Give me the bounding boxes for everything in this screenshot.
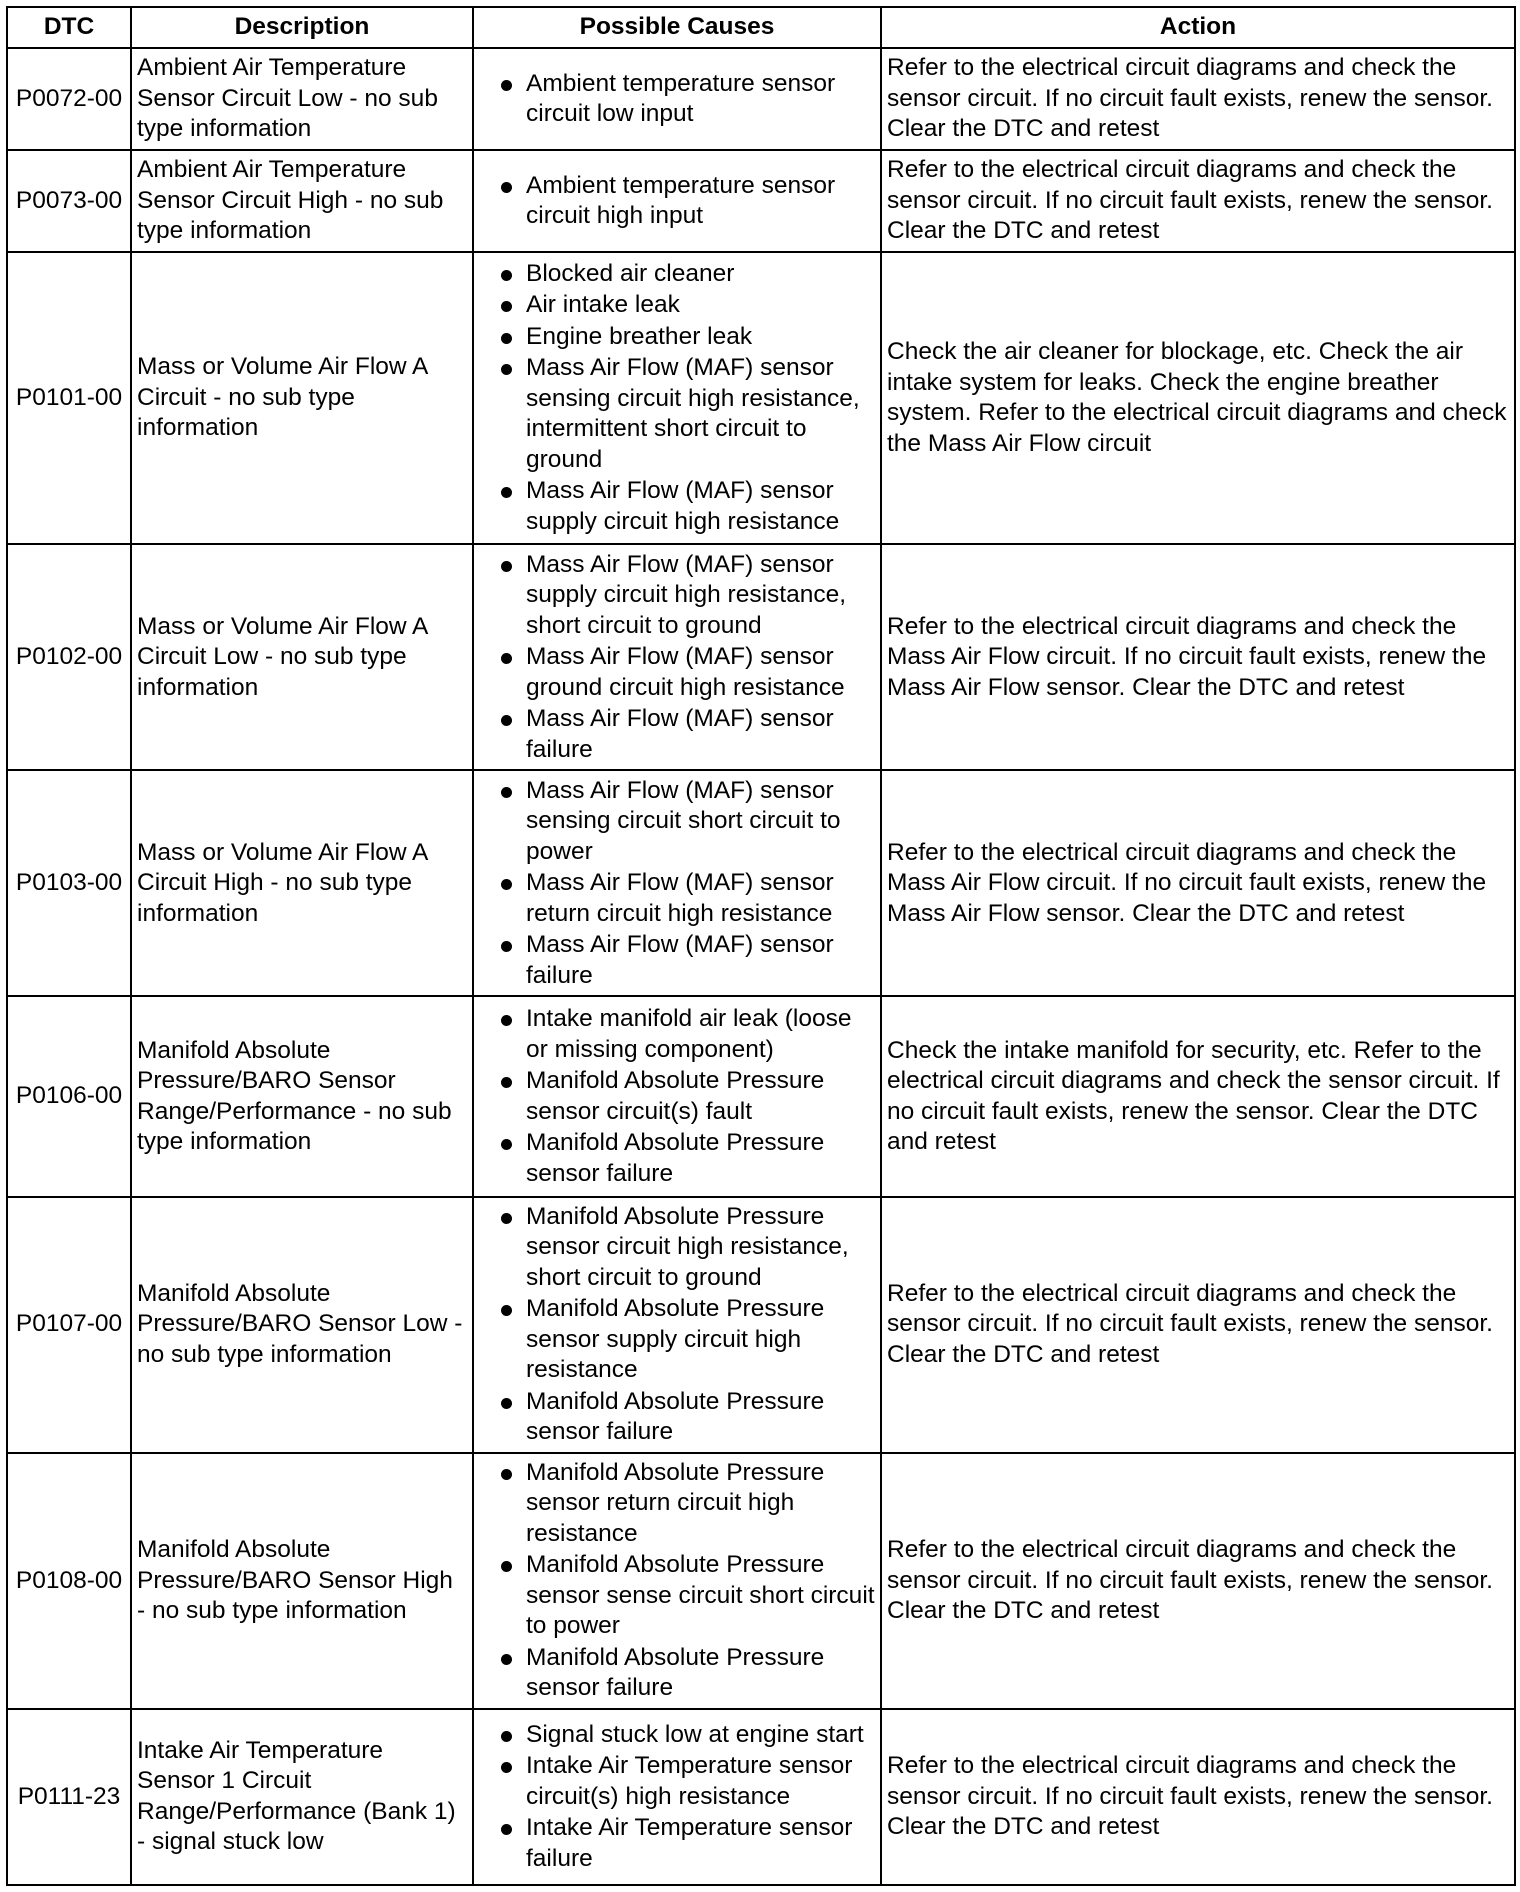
header-possible-causes: Possible Causes: [473, 7, 881, 48]
dtc-table-page: [6, 6, 1514, 1886]
dtc-code: P0107-00: [7, 1197, 131, 1453]
possible-causes-cell: [473, 48, 881, 150]
possible-causes-cell: [473, 996, 881, 1196]
action-text: Refer to the electrical circuit diagrams and check the sensor circuit. If no circuit fault exists, renew the sensor. Clear the DTC and retest: [881, 48, 1515, 150]
cause-list-item: Mass Air Flow (MAF) sensor ground circuit high resistance: [479, 642, 875, 703]
cause-list-item: Air intake leak: [479, 290, 875, 321]
table-row: [7, 1197, 1515, 1453]
dtc-code: P0101-00: [7, 252, 131, 544]
cause-list-item: Manifold Absolute Pressure sensor supply circuit high resistance: [479, 1294, 875, 1386]
possible-causes-cell: [473, 150, 881, 252]
action-text: Refer to the electrical circuit diagrams and check the sensor circuit. If no circuit fault exists, renew the sensor. Clear the DTC and retest: [881, 1709, 1515, 1885]
cause-list-item: Mass Air Flow (MAF) sensor supply circuit high resistance, short circuit to ground: [479, 550, 875, 642]
table-row: [7, 252, 1515, 544]
cause-list-item: Signal stuck low at engine start: [479, 1720, 875, 1751]
dtc-code: P0073-00: [7, 150, 131, 252]
dtc-description: Intake Air Temperature Sensor 1 Circuit Range/Performance (Bank 1) - signal stuck low: [131, 1709, 473, 1885]
action-text: Refer to the electrical circuit diagrams and check the sensor circuit. If no circuit fault exists, renew the sensor. Clear the DTC and retest: [881, 1453, 1515, 1709]
table-row: [7, 1453, 1515, 1709]
cause-list-item: Mass Air Flow (MAF) sensor sensing circuit high resistance, intermittent short circuit to ground: [479, 353, 875, 475]
cause-list-item: Manifold Absolute Pressure sensor failure: [479, 1128, 875, 1189]
cause-list-item: Mass Air Flow (MAF) sensor failure: [479, 930, 875, 991]
possible-causes-list: [479, 550, 875, 766]
dtc-description: Mass or Volume Air Flow A Circuit - no sub type information: [131, 252, 473, 544]
cause-list-item: Mass Air Flow (MAF) sensor supply circuit high resistance: [479, 476, 875, 537]
action-text: Refer to the electrical circuit diagrams and check the sensor circuit. If no circuit fault exists, renew the sensor. Clear the DTC and retest: [881, 1197, 1515, 1453]
header-description: Description: [131, 7, 473, 48]
possible-causes-list: [479, 1004, 875, 1189]
dtc-table: [6, 6, 1516, 1886]
possible-causes-cell: [473, 1453, 881, 1709]
table-row: [7, 1709, 1515, 1885]
dtc-description: Manifold Absolute Pressure/BARO Sensor High - no sub type information: [131, 1453, 473, 1709]
table-row: [7, 544, 1515, 770]
header-dtc: DTC: [7, 7, 131, 48]
action-text: Check the air cleaner for blockage, etc. Check the air intake system for leaks. Check the engine breather system. Refer to the electrical circuit diagrams and check the Mass Air Flow circuit: [881, 252, 1515, 544]
possible-causes-list: [479, 1202, 875, 1448]
cause-list-item: Intake manifold air leak (loose or missing component): [479, 1004, 875, 1065]
possible-causes-cell: [473, 770, 881, 996]
possible-causes-list: [479, 259, 875, 538]
possible-causes-cell: [473, 544, 881, 770]
dtc-code: P0102-00: [7, 544, 131, 770]
action-text: Refer to the electrical circuit diagrams and check the sensor circuit. If no circuit fault exists, renew the sensor. Clear the DTC and retest: [881, 150, 1515, 252]
dtc-description: Ambient Air Temperature Sensor Circuit High - no sub type information: [131, 150, 473, 252]
cause-list-item: Manifold Absolute Pressure sensor failure: [479, 1643, 875, 1704]
cause-list-item: Ambient temperature sensor circuit low input: [479, 69, 875, 130]
cause-list-item: Manifold Absolute Pressure sensor return circuit high resistance: [479, 1458, 875, 1550]
dtc-code: P0111-23: [7, 1709, 131, 1885]
cause-list-item: Manifold Absolute Pressure sensor failure: [479, 1387, 875, 1448]
possible-causes-list: [479, 776, 875, 992]
table-row: [7, 150, 1515, 252]
dtc-code: P0072-00: [7, 48, 131, 150]
dtc-code: P0106-00: [7, 996, 131, 1196]
cause-list-item: Mass Air Flow (MAF) sensor failure: [479, 704, 875, 765]
table-row: [7, 770, 1515, 996]
cause-list-item: Mass Air Flow (MAF) sensor sensing circuit short circuit to power: [479, 776, 875, 868]
table-row: [7, 996, 1515, 1196]
table-body: [7, 48, 1515, 1885]
possible-causes-list: [479, 69, 875, 130]
cause-list-item: Manifold Absolute Pressure sensor circuit(s) fault: [479, 1066, 875, 1127]
table-row: [7, 48, 1515, 150]
possible-causes-cell: [473, 1197, 881, 1453]
action-text: Check the intake manifold for security, etc. Refer to the electrical circuit diagrams and check the sensor circuit. If no circuit fault exists, renew the sensor. Clear the DTC and retest: [881, 996, 1515, 1196]
possible-causes-list: [479, 171, 875, 232]
cause-list-item: Intake Air Temperature sensor failure: [479, 1813, 875, 1874]
header-row: [7, 7, 1515, 48]
possible-causes-list: [479, 1720, 875, 1875]
dtc-description: Mass or Volume Air Flow A Circuit Low - no sub type information: [131, 544, 473, 770]
dtc-description: Ambient Air Temperature Sensor Circuit Low - no sub type information: [131, 48, 473, 150]
possible-causes-cell: [473, 1709, 881, 1885]
header-action: Action: [881, 7, 1515, 48]
action-text: Refer to the electrical circuit diagrams and check the Mass Air Flow circuit. If no circuit fault exists, renew the Mass Air Flow sensor. Clear the DTC and retest: [881, 770, 1515, 996]
dtc-description: Mass or Volume Air Flow A Circuit High - no sub type information: [131, 770, 473, 996]
possible-causes-list: [479, 1458, 875, 1704]
dtc-description: Manifold Absolute Pressure/BARO Sensor Low - no sub type information: [131, 1197, 473, 1453]
cause-list-item: Manifold Absolute Pressure sensor circuit high resistance, short circuit to ground: [479, 1202, 875, 1294]
possible-causes-cell: [473, 252, 881, 544]
dtc-code: P0108-00: [7, 1453, 131, 1709]
cause-list-item: Ambient temperature sensor circuit high input: [479, 171, 875, 232]
cause-list-item: Blocked air cleaner: [479, 259, 875, 290]
cause-list-item: Mass Air Flow (MAF) sensor return circuit high resistance: [479, 868, 875, 929]
cause-list-item: Engine breather leak: [479, 322, 875, 353]
cause-list-item: Manifold Absolute Pressure sensor sense circuit short circuit to power: [479, 1550, 875, 1642]
action-text: Refer to the electrical circuit diagrams and check the Mass Air Flow circuit. If no circuit fault exists, renew the Mass Air Flow sensor. Clear the DTC and retest: [881, 544, 1515, 770]
dtc-code: P0103-00: [7, 770, 131, 996]
dtc-description: Manifold Absolute Pressure/BARO Sensor Range/Performance - no sub type information: [131, 996, 473, 1196]
cause-list-item: Intake Air Temperature sensor circuit(s) high resistance: [479, 1751, 875, 1812]
